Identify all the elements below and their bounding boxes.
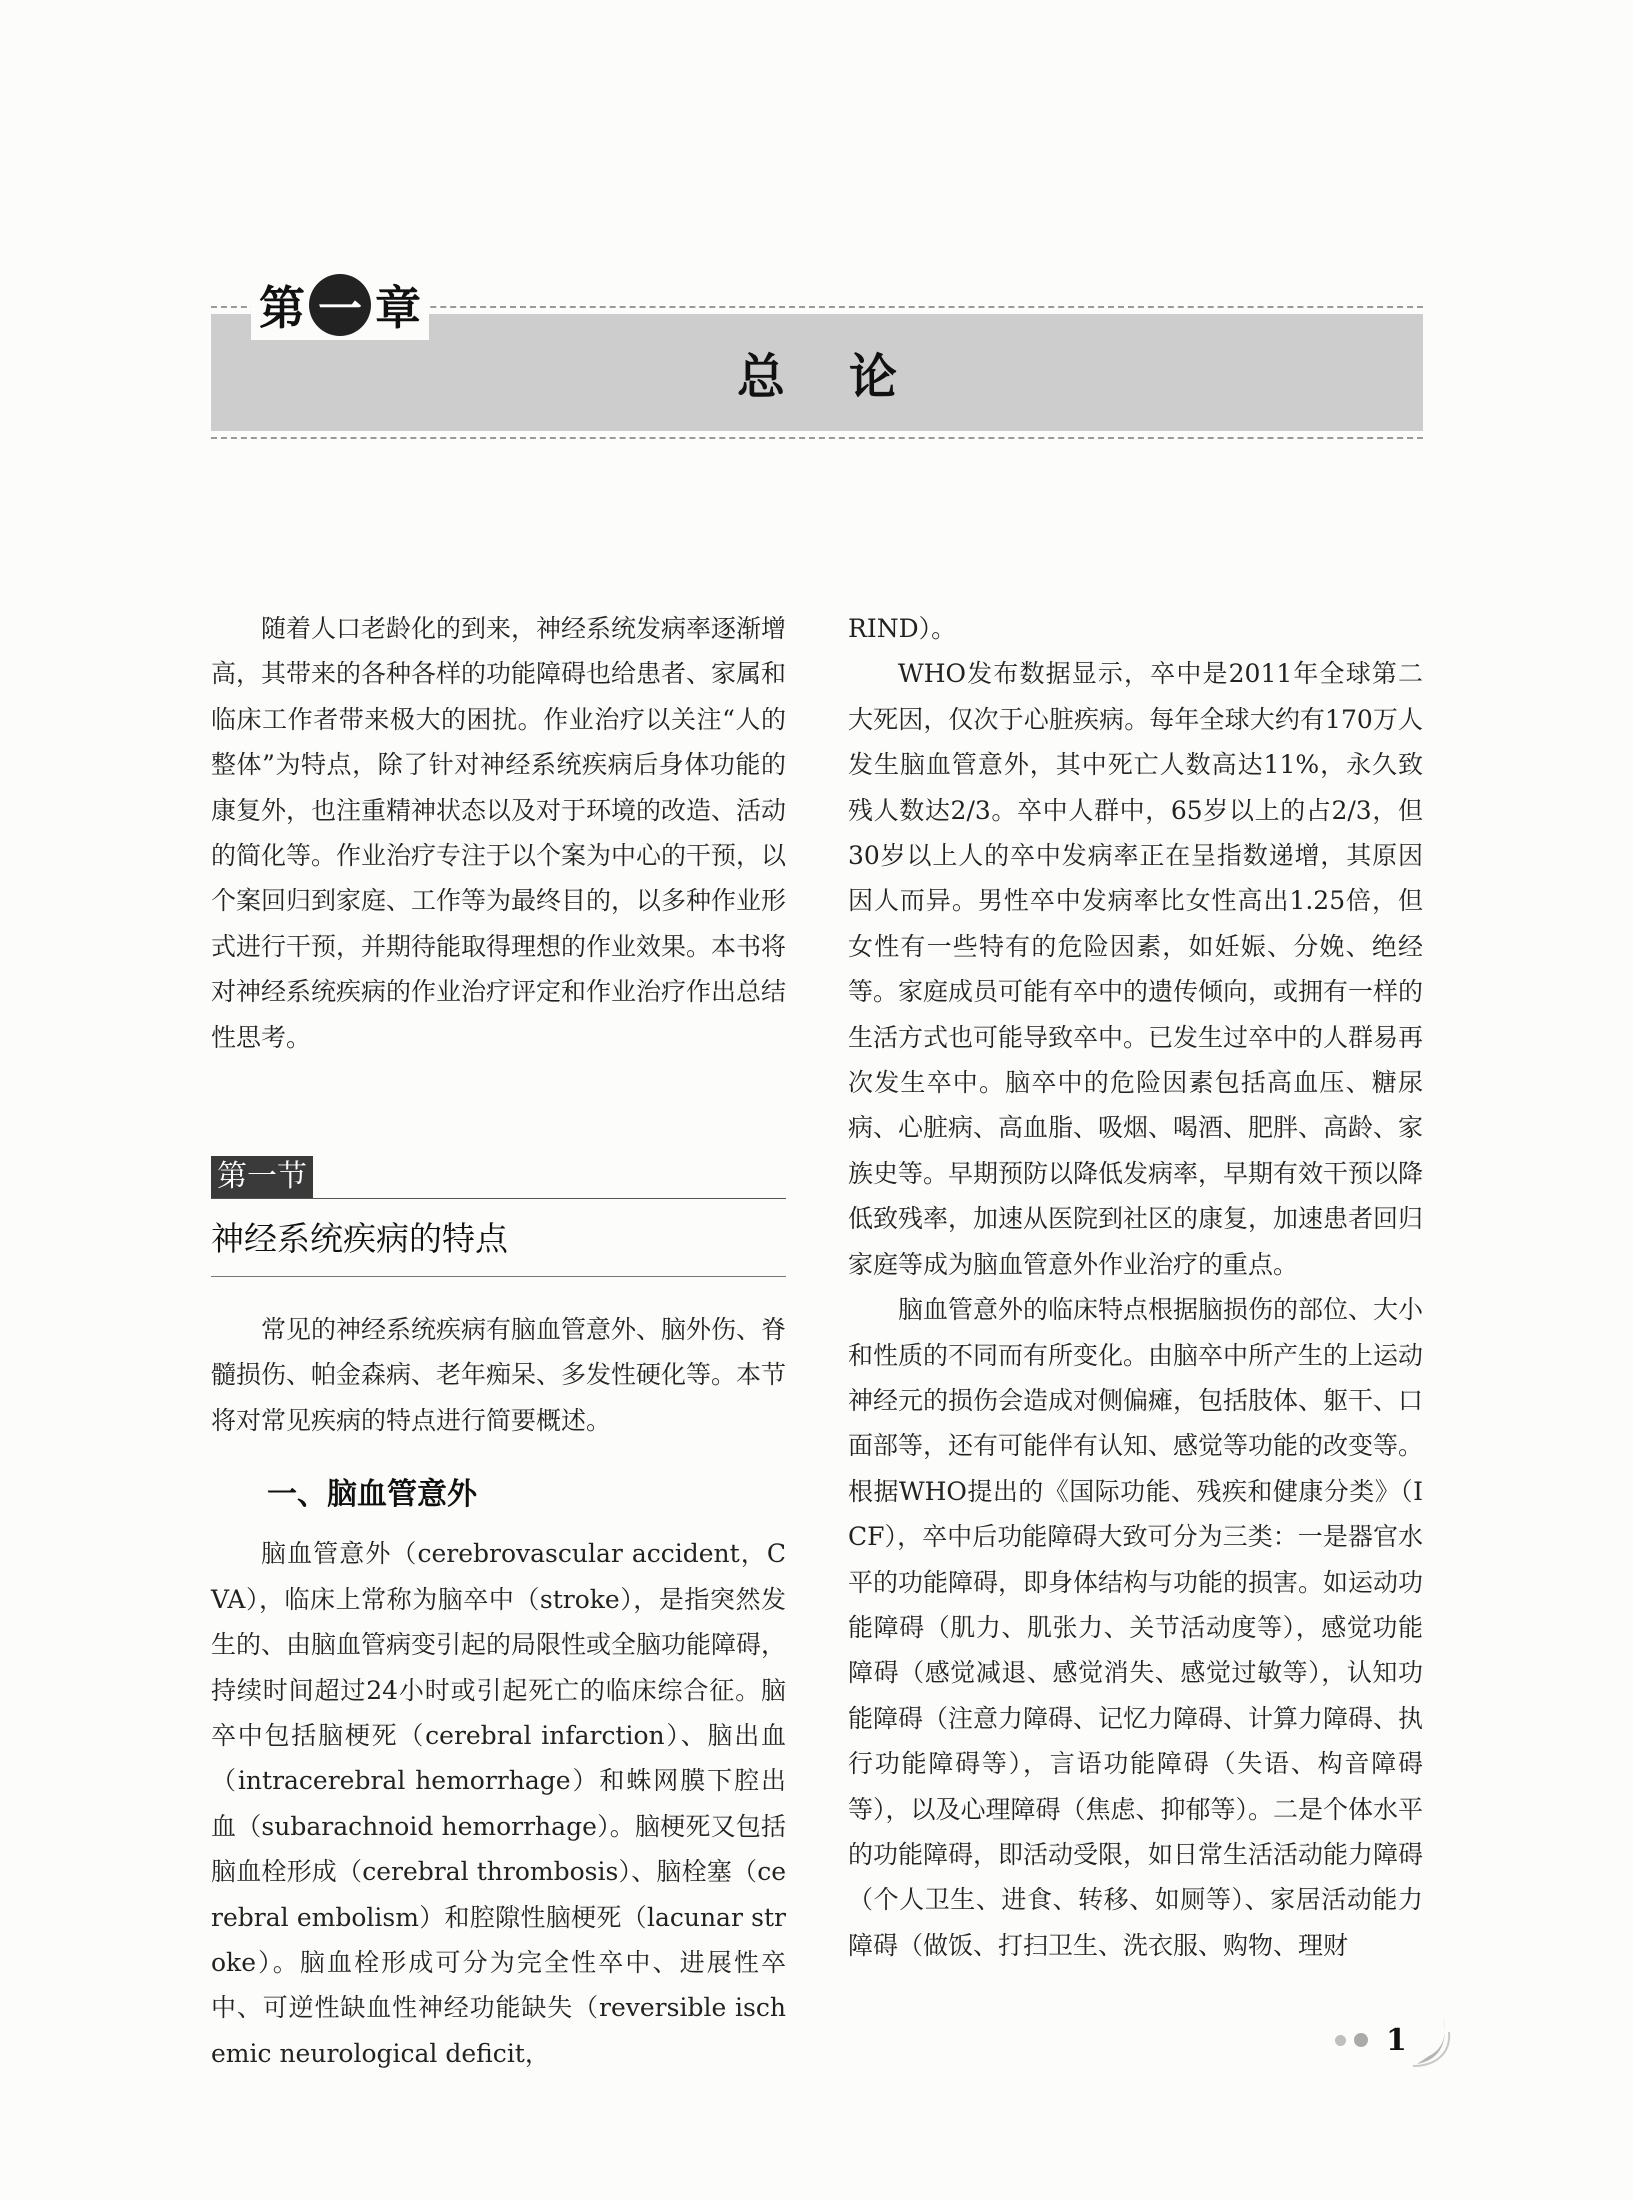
page-number: 1 [1386,2022,1407,2058]
continuation-text: RIND）。 [848,614,957,643]
chapter-title: 总论 [736,349,961,405]
right-column [848,606,1423,1968]
section-paragraph: 常见的神经系统疾病有脑血管意外、脑外伤、脊髓损伤、帕金森病、老年痴呆、多发性硬化等。本节将对常见疾病的特点进行简要概述。 [211,1315,787,1435]
chapter-number-badge: 一 [309,274,371,336]
chapter-suffix: 章 [375,281,421,335]
chapter-prefix: 第 [259,281,305,335]
left-column [211,606,786,2076]
chapter-header [211,270,1423,440]
footer-dot-small [1335,2035,1346,2046]
section-tab-row [211,1156,786,1199]
who-paragraph: WHO发布数据显示，卒中是2011年全球第二大死因，仅次于心脏疾病。每年全球大约有170万人发生脑血管意外，其中死亡人数高达11%，永久致残人数达2/3。卒中人群中，65岁以上的占2/3，但30岁以上人的卒中发病率正在呈指数递增，其原因因人而异。男性卒中发病率比女性高出1.25倍，但女性有一些特有的危险因素，如妊娠、分娩、绝经等。家庭成员可能有卒中的遗传倾向，或拥有一样的生活方式也可能导致卒中。已发生过卒中的人群易再次发生卒中。脑卒中的危险因素包括高血压、糖尿病、心脏病、高血脂、吸烟、喝酒、肥胖、高龄、家族史等。早期预防以降低发病率，早期有效干预以降低致残率，加速从医院到社区的康复，加速患者回归家庭等成为脑血管意外作业治疗的重点。 [848,659,1424,1279]
bottom-dashed-rule [211,437,1423,439]
footer-dot-large [1354,2033,1368,2047]
swirl-icon [1409,2010,1455,2070]
clinical-paragraph: 脑血管意外的临床特点根据脑损伤的部位、大小和性质的不同而有所变化。由脑卒中所产生的上运动神经元的损伤会造成对侧偏瘫，包括肢体、躯干、口面部等，还有可能伴有认知、感觉等功能的改变等。根据WHO提出的《国际功能、残疾和健康分类》（ICF），卒中后功能障碍大致可分为三类：一是器官水平的功能障碍，即身体结构与功能的损害。如运动功能障碍（肌力、肌张力、关节活动度等），感觉功能障碍（感觉减退、感觉消失、感觉过敏等），认知功能障碍（注意力障碍、记忆力障碍、计算力障碍、执行功能障碍等），言语功能障碍（失语、构音障碍等），以及心理障碍（焦虑、抑郁等）。二是个体水平的功能障碍，即活动受限，如日常生活活动能力障碍（个人卫生、进食、转移、如厕等）、家居活动能力障碍（做饭、打扫卫生、洗衣服、购物、理财 [848,1295,1424,1960]
subheading: 一、脑血管意外 [267,1477,477,1513]
section-heading [211,1156,786,1277]
section-tab: 第一节 [211,1156,313,1198]
page-footer [1335,2010,1455,2070]
section-title: 神经系统疾病的特点 [211,1199,786,1277]
cva-paragraph: 脑血管意外（cerebrovascular accident，CVA），临床上常称为脑卒中（stroke），是指突然发生的、由脑血管病变引起的局限性或全脑功能障碍，持续时间超过24小时或引起死亡的临床综合征。脑卒中包括脑梗死（cerebral infarction）、脑出血（intracerebral hemorrhage）和蛛网膜下腔出血（subarachnoid hemorrhage）。脑梗死又包括脑血栓形成（cerebral thrombosis）、脑栓塞（cerebral embolism）和腔隙性脑梗死（lacunar stroke）。脑血栓形成可分为完全性卒中、进展性卒中、可逆性缺血性神经功能缺失（reversible ischemic neurological deficit， [211,1539,787,2068]
intro-paragraph: 随着人口老龄化的到来，神经系统发病率逐渐增高，其带来的各种各样的功能障碍也给患者、家属和临床工作者带来极大的困扰。作业治疗以关注“人的整体”为特点，除了针对神经系统疾病后身体功能的康复外，也注重精神状态以及对于环境的改造、活动的简化等。作业治疗专注于以个案为中心的干预，以个案回归到家庭、工作等为最终目的，以多种作业形式进行干预，并期待能取得理想的作业效果。本书将对神经系统疾病的作业治疗评定和作业治疗作出总结性思考。 [211,614,787,1052]
